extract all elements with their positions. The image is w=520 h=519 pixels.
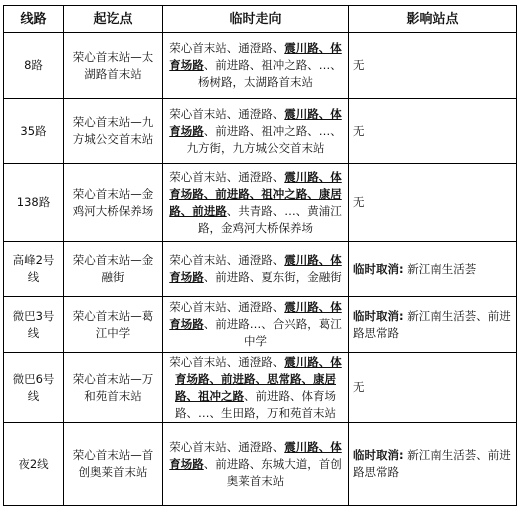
header-temp-route: 临时走向 (163, 6, 349, 33)
temporary-route (163, 353, 349, 423)
affected-stops (349, 164, 517, 242)
route-segment: 荣心首末站、通澄路、 (169, 300, 285, 314)
route-segment: 荣心首末站、通澄路、 (169, 106, 285, 121)
affected-stops-text: 新江南生活荟 (407, 261, 477, 276)
changed-route-segment: 震川路、体育场路 (169, 41, 342, 72)
table-row (4, 99, 517, 164)
affected-stops (349, 423, 517, 506)
start-end-points: 荣心首末站—九方城公交首末站 (64, 99, 163, 164)
route-segment: 、前进路、夏东街，金融街 (203, 270, 342, 284)
affected-stops (349, 99, 517, 164)
table-row (4, 297, 517, 353)
affected-stops (349, 353, 517, 423)
temporary-route (163, 297, 349, 353)
line-name: 微巴3号线 (4, 297, 64, 353)
table-row (4, 33, 517, 99)
affected-stops (349, 297, 517, 353)
cancel-label: 临时取消: (353, 308, 404, 323)
route-segment: 、共青路、…、黄浦江路，金鸡河大桥保养场 (198, 203, 342, 235)
start-end-points: 荣心首末站—葛江中学 (64, 297, 163, 353)
start-end-points: 荣心首末站—首创奥莱首末站 (64, 423, 163, 506)
affected-stops-text: 无 (353, 380, 365, 394)
table-row (4, 353, 517, 423)
start-end-points: 荣心首末站—金融街 (64, 242, 163, 297)
route-segment: 荣心首末站、通澄路、 (169, 354, 285, 369)
affected-stops-text: 无 (353, 123, 365, 138)
line-name: 138路 (4, 164, 64, 242)
cancel-label: 临时取消: (353, 448, 404, 462)
changed-route-segment: 震川路、体育场路、前进路、祖冲之路、康居路、前进路 (169, 169, 342, 218)
temporary-route (163, 423, 349, 506)
changed-route-segment: 震川路、体育场路、前进路、思常路、康居路、祖冲之路 (175, 354, 342, 403)
temporary-route (163, 164, 349, 242)
changed-route-segment: 震川路、体育场路 (169, 439, 342, 471)
temporary-route (163, 242, 349, 297)
affected-stops-text: 无 (353, 58, 365, 72)
route-segment: 、前进路、祖冲之路、…、九方街，九方城公交首末站 (186, 123, 342, 155)
header-row (4, 6, 517, 33)
affected-stops-text: 无 (353, 195, 365, 209)
route-segment: 、前进路…、合兴路，葛江中学 (203, 317, 342, 348)
line-name: 夜2线 (4, 423, 64, 506)
temporary-route (163, 33, 349, 99)
header-start-end: 起讫点 (64, 6, 163, 33)
line-name: 高峰2号线 (4, 242, 64, 297)
route-segment: 荣心首末站、通澄路、 (169, 439, 285, 454)
route-table (3, 5, 517, 506)
route-segment: 、前进路、体育场路、…、生田路，万和苑首末站 (175, 388, 336, 420)
line-name: 微巴6号线 (4, 353, 64, 423)
route-segment: 荣心首末站、通澄路、 (169, 253, 285, 267)
route-segment: 、前进路、祖冲之路、…、杨树路，太湖路首末站 (198, 58, 342, 89)
table-row (4, 164, 517, 242)
changed-route-segment: 震川路、体育场路 (169, 300, 342, 331)
changed-route-segment: 震川路、体育场路 (169, 253, 342, 284)
route-segment: 、前进路、东城大道，首创奥莱首末站 (203, 456, 342, 488)
start-end-points: 荣心首末站—万和苑首末站 (64, 353, 163, 423)
temporary-route (163, 99, 349, 164)
start-end-points: 荣心首末站—太湖路首末站 (64, 33, 163, 99)
table-row (4, 242, 517, 297)
route-segment: 荣心首末站、通澄路、 (169, 41, 285, 55)
header-affected-stops: 影响站点 (349, 6, 517, 33)
cancel-label: 临时取消: (353, 261, 404, 276)
affected-stops-text: 新江南生活荟、前进路思常路 (353, 308, 511, 340)
affected-stops-text: 新江南生活荟、前进路思常路 (353, 448, 511, 479)
line-name: 8路 (4, 33, 64, 99)
route-segment: 荣心首末站、通澄路、 (169, 169, 285, 184)
changed-route-segment: 震川路、体育场路 (169, 106, 342, 138)
table-row (4, 423, 517, 506)
affected-stops (349, 242, 517, 297)
start-end-points: 荣心首末站—金鸡河大桥保养场 (64, 164, 163, 242)
line-name: 35路 (4, 99, 64, 164)
header-line: 线路 (4, 6, 64, 33)
affected-stops (349, 33, 517, 99)
